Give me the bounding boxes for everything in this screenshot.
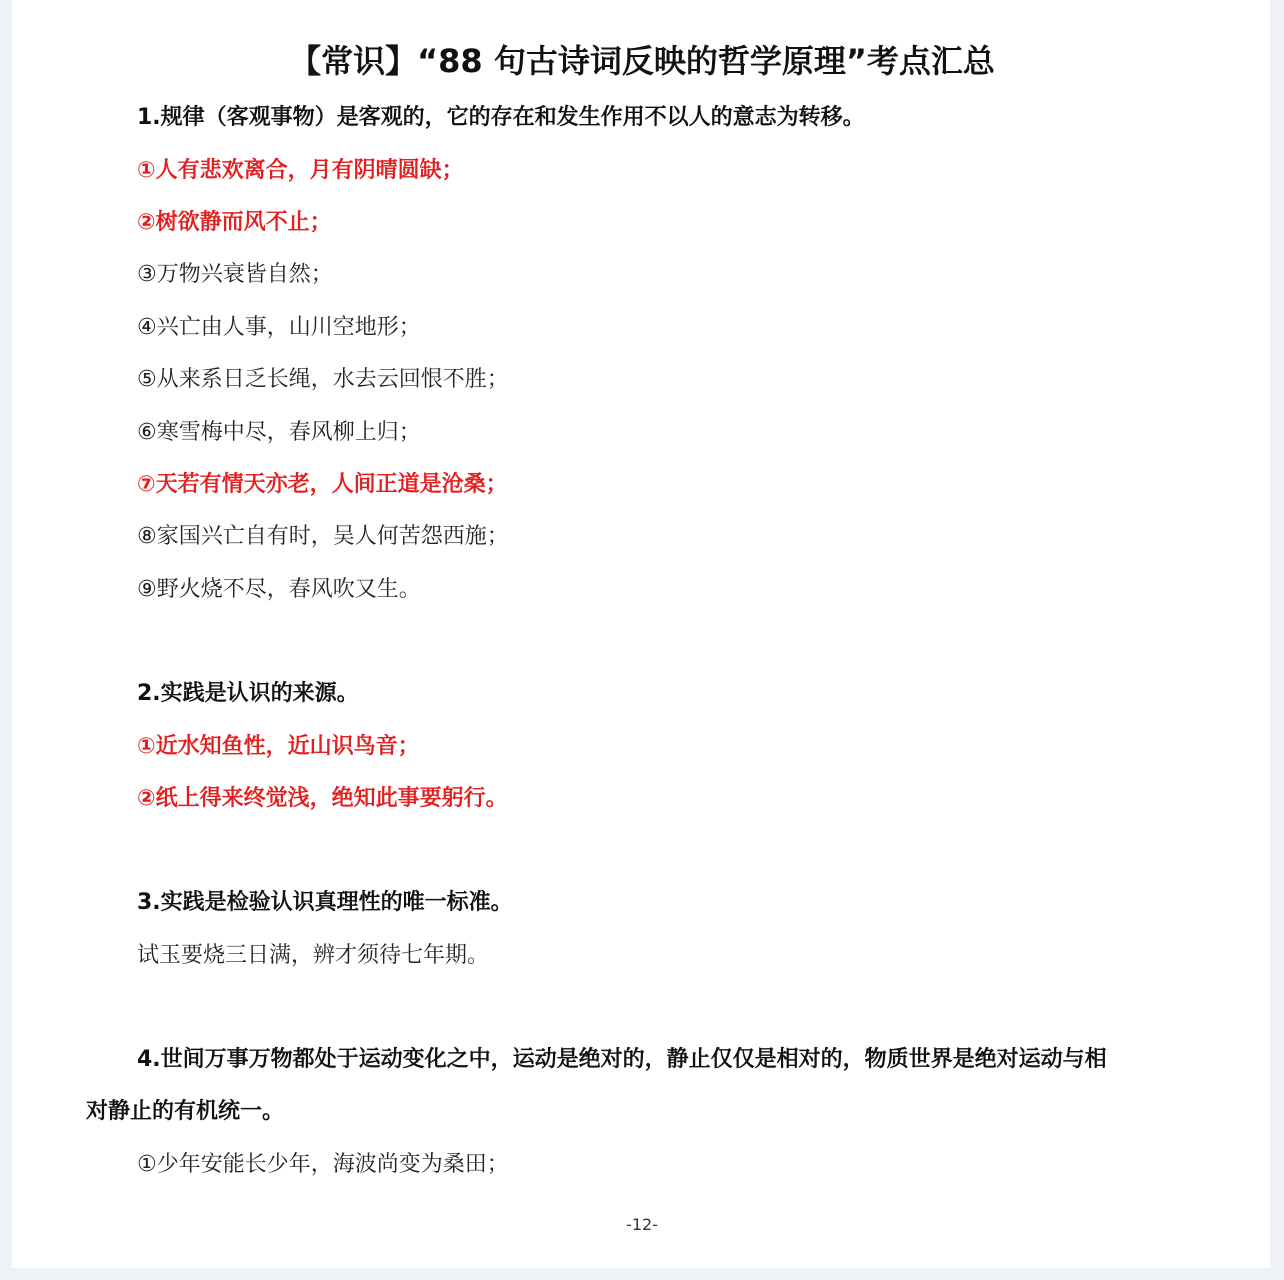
page-number: -12- — [626, 1215, 658, 1234]
section-1-item-7: ⑦天若有情天亦老，人间正道是沧桑； — [137, 472, 508, 497]
section-4-item-1: ①少年安能长少年，海波尚变为桑田； — [137, 1152, 509, 1177]
section-4-heading-line-1: 4.世间万事万物都处于运动变化之中，运动是绝对的，静止仅仅是相对的，物质世界是绝对运动与相 — [137, 1047, 1107, 1072]
page-title: 【常识】“88 句古诗词反映的哲学原理”考点汇总 — [289, 42, 995, 80]
section-1-item-3: ③万物兴衰皆自然； — [137, 262, 333, 287]
section-4-heading-line-2: 对静止的有机统一。 — [86, 1099, 285, 1124]
section-3-item-1: 试玉要烧三日满，辨才须待七年期。 — [137, 943, 490, 968]
section-1-item-1: ①人有悲欢离合，月有阴晴圆缺； — [137, 158, 464, 183]
section-3-heading: 3.实践是检验认识真理性的唯一标准。 — [137, 890, 513, 915]
section-1-item-5: ⑤从来系日乏长绳，水去云回恨不胜； — [137, 367, 509, 392]
section-1-item-9: ⑨野火烧不尽，春风吹又生。 — [137, 577, 421, 602]
section-1-item-8: ⑧家国兴亡自有时，吴人何苦怨西施； — [137, 524, 509, 549]
section-1-item-4: ④兴亡由人事，山川空地形； — [137, 315, 421, 340]
section-1-item-2: ②树欲静而风不止； — [137, 210, 332, 235]
document-page — [12, 0, 1270, 1268]
section-2-heading: 2.实践是认识的来源。 — [137, 681, 359, 706]
section-1-heading: 1.规律（客观事物）是客观的，它的存在和发生作用不以人的意志为转移。 — [137, 105, 865, 130]
section-1-item-6: ⑥寒雪梅中尽，春风柳上归； — [137, 420, 421, 445]
section-2-item-1: ①近水知鱼性，近山识鸟音； — [137, 734, 420, 759]
section-2-item-2: ②纸上得来终觉浅，绝知此事要躬行。 — [137, 786, 508, 811]
